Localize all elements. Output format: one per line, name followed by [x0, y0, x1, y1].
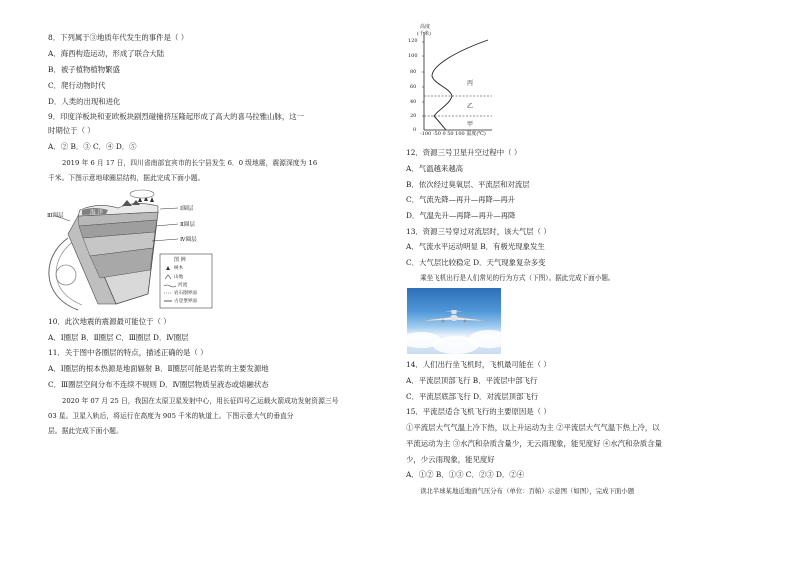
q13-options-ab[interactable]: A．气流水平运动明显 B．有极光现象发生 — [406, 242, 545, 251]
airplane-photo — [407, 288, 501, 354]
intro2-line2: 03 星。卫星入轨后，将运行在高度为 905 千米的轨道上。下图示意大气的垂直分 — [48, 412, 294, 420]
intro2-line3: 层。据此完成下面小题。 — [48, 427, 123, 435]
q15-statements-line1: ①平流层大气气温上冷下热，以上升运动为主 ②平流层大气气温下热上冷，以 — [406, 423, 660, 432]
q12-stem: 12．资源三号卫星升空过程中（ ） — [406, 148, 522, 157]
airplane-icon — [407, 288, 501, 354]
cloud-symbol — [130, 190, 154, 198]
y-tick-40: 40 — [410, 99, 417, 105]
q9-stem-line2: 时期位于（ ） — [48, 126, 95, 135]
q15-options[interactable]: A．①② B．①③ C．②③ D．②④ — [406, 470, 525, 479]
layer-label-bing: 丙 — [467, 80, 474, 87]
q11-options-ab[interactable]: A．Ⅰ圈层的根本热源是地面辐射 B．Ⅱ圈层可能是岩浆的主要发源地 — [48, 364, 269, 373]
layer-label-yi: 乙 — [467, 103, 474, 110]
x-ticks: -100 -50 0 50 100 温度(℃) — [420, 131, 486, 137]
q15-statements-line3: 少，少云雨现象，能见度好 — [406, 455, 495, 464]
label-circle-iv: Ⅳ圈层 — [180, 237, 197, 243]
y-tick-100: 100 — [408, 53, 418, 59]
layer-label-jia: 甲 — [467, 121, 474, 128]
q14-options-cd[interactable]: C．平流层底部飞行 D．对流层顶部飞行 — [406, 392, 539, 401]
earth-arc — [49, 238, 78, 310]
atmosphere-graph — [404, 28, 504, 140]
intro1-line2: 千米。下图示意地球圈层结构，据此完成下面小题。 — [48, 174, 205, 182]
label-circle-ii: Ⅱ圈层 — [180, 222, 195, 228]
y-tick-80: 80 — [410, 69, 417, 75]
q15-statements-line2: 平流运动为主 ③水汽和杂质含量少，无云雨现象，能见度好 ④水汽和杂质含量 — [406, 439, 662, 448]
q8-option-a[interactable]: A．海西构造运动，形成了联合大陆 — [48, 49, 165, 58]
leader-iv — [152, 239, 178, 241]
q14-options-ab[interactable]: A．平流层顶部飞行 B．平流层中部飞行 — [406, 376, 538, 385]
y-tick-0: 0 — [413, 127, 417, 133]
legend-item-moho: 岩石圈界面 — [174, 291, 197, 296]
y-tick-60: 60 — [410, 84, 417, 90]
leader-ii — [156, 224, 178, 226]
q10-options[interactable]: A．Ⅰ圈层 B．Ⅱ圈层 C．Ⅲ圈层 D．Ⅳ圈层 — [48, 333, 189, 342]
q8-option-c[interactable]: C．爬行动物时代 — [48, 81, 106, 90]
earth-structure-figure — [38, 186, 260, 314]
intro3: 乘坐飞机出行是人们常见的行为方式（下图）。据此完成下面小题。 — [420, 274, 615, 282]
q8-option-d[interactable]: D．人类的出现和进化 — [48, 97, 121, 106]
legend-item-gutenberg: 古登堡界面 — [174, 299, 197, 304]
q9-stem-line1: 9．印度洋板块和亚欧板块剧烈碰撞挤压隆起形成了高大的喜马拉雅山脉，这一 — [48, 112, 304, 121]
q14-stem: 14．人们出行坐飞机时，飞机最可能在（ ） — [406, 360, 551, 369]
q13-options-cd[interactable]: C．大气层比较稳定 D．天气现象复杂多变 — [406, 258, 546, 267]
label-circle-iii: Ⅲ圈层 — [47, 213, 64, 219]
q12-option-c[interactable]: C．气流先降—再升—再降—再升 — [406, 195, 516, 204]
q12-option-a[interactable]: A．气温越来越高 — [406, 164, 464, 173]
q12-option-d[interactable]: D．气温先升—再降—再升—再降 — [406, 211, 516, 220]
legend-item-river: 河流 — [178, 283, 188, 288]
leader-i — [160, 208, 178, 209]
graph-y-label-1: 高度 — [420, 24, 431, 30]
earth-core-circle — [56, 265, 76, 285]
intro2-line1: 2020 年 07 月 25 日，我国在太原卫星发射中心，用长征四号乙运载火箭成功发射资源三号 — [62, 397, 339, 405]
q12-option-b[interactable]: B．依次经过臭氧层、平流层和对流层 — [406, 180, 530, 189]
q10-stem: 10．此次地震的震源最可能位于（ ） — [48, 317, 171, 326]
graph-y-label-2: (千米) — [417, 31, 431, 37]
temperature-curve — [432, 40, 488, 130]
intro1-line1: 2019 年 6 月 17 日，四川省南部宜宾市的长宁县发生 6．0 级地震，震源深度为 16 — [62, 159, 318, 167]
q11-options-cd[interactable]: C．Ⅲ圈层空间分布不连续不规则 D．Ⅳ圈层物质呈液态或熔融状态 — [48, 380, 269, 389]
q15-stem: 15．平流层适合飞机飞行的主要原因是（ ） — [406, 407, 551, 416]
legend-item-mountain: 山地 — [174, 275, 184, 280]
label-ocean: 海 洋 — [90, 210, 103, 216]
q9-options[interactable]: A．② B．③ C．④ D．⑤ — [48, 142, 137, 151]
q8-stem: 8．下列属于③地质年代发生的事件是（ ） — [48, 33, 189, 42]
q8-option-b[interactable]: B．被子植物植物繁盛 — [48, 65, 120, 74]
intro4: 读北半球某地近地面气压分布（单位：百帕）示意图（如图），完成下面小题 — [420, 487, 635, 495]
q13-stem: 13．资源三号穿过对流层时，该大气层（ ） — [406, 227, 551, 236]
y-tick-20: 20 — [410, 113, 417, 119]
legend-title: 图 例 — [174, 257, 186, 263]
y-tick-120: 120 — [408, 38, 418, 44]
label-circle-i: Ⅰ圈层 — [180, 206, 194, 212]
q11-stem: 11．关于图中各圈层的特点，描述正确的是（ ） — [48, 348, 208, 357]
legend-item-tree: 树木 — [174, 266, 184, 271]
